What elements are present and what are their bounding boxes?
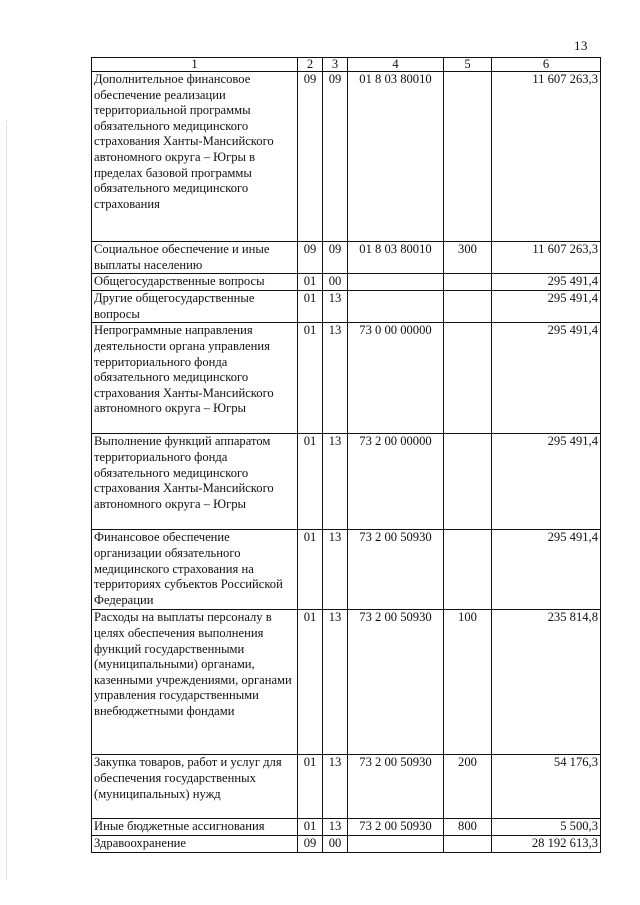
row-section: 09 [298,835,323,852]
table-row [92,72,601,242]
row-subsection: 13 [323,610,348,755]
header-cell-section: 2 [298,58,323,72]
row-subsection: 13 [323,434,348,530]
row-target: 01 8 03 80010 [348,72,444,242]
row-section: 09 [298,72,323,242]
row-name: Расходы на выплаты персоналу в целях обеспечения выполнения функций государственными (муниципальными) органами, казенными учреждениями, органами управления государственными внебюджетными фондами [92,610,298,755]
row-section: 09 [298,242,323,274]
row-type [444,274,492,291]
row-subsection: 13 [323,755,348,819]
row-sum: 11 607 263,3 [492,72,601,242]
header-cell-type: 5 [444,58,492,72]
row-subsection: 09 [323,242,348,274]
row-target: 73 2 00 50930 [348,530,444,610]
row-target [348,291,444,323]
table-row [92,323,601,434]
table-row [92,835,601,852]
row-target [348,835,444,852]
header-cell-name: 1 [92,58,298,72]
row-name: Выполнение функций аппаратом территориального фонда обязательного медицинского страхования Ханты-Мансийского автономного округа – Югры [92,434,298,530]
header-cell-subsection: 3 [323,58,348,72]
row-target: 73 0 00 00000 [348,323,444,434]
row-name: Другие общегосударственные вопросы [92,291,298,323]
row-subsection: 13 [323,530,348,610]
row-subsection: 13 [323,819,348,836]
row-section: 01 [298,434,323,530]
row-name: Непрограммные направления деятельности органа управления территориального фонда обязательного медицинского страхования Ханты-Мансийского автономного округа – Югры [92,323,298,434]
table-row [92,610,601,755]
header-row [92,58,601,72]
row-sum: 11 607 263,3 [492,242,601,274]
row-target: 73 2 00 50930 [348,755,444,819]
row-type [444,72,492,242]
row-sum: 295 491,4 [492,434,601,530]
row-sum: 5 500,3 [492,819,601,836]
page-number: 13 [574,38,588,53]
table-row [92,434,601,530]
row-type: 200 [444,755,492,819]
row-type: 800 [444,819,492,836]
row-target: 73 2 00 50930 [348,819,444,836]
row-name: Финансовое обеспечение организации обязательного медицинского страхования на территориях субъектов Российской Федерации [92,530,298,610]
row-name: Иные бюджетные ассигнования [92,819,298,836]
row-sum: 295 491,4 [492,291,601,323]
row-name: Социальное обеспечение и иные выплаты населению [92,242,298,274]
scan-edge-artifact [6,120,8,880]
row-section: 01 [298,530,323,610]
row-name: Закупка товаров, работ и услуг для обеспечения государственных (муниципальных) нужд [92,755,298,819]
row-section: 01 [298,274,323,291]
row-sum: 28 192 613,3 [492,835,601,852]
row-type [444,530,492,610]
row-type [444,291,492,323]
row-target: 01 8 03 80010 [348,242,444,274]
row-subsection: 13 [323,323,348,434]
row-subsection: 09 [323,72,348,242]
row-name: Здравоохранение [92,835,298,852]
table-row [92,291,601,323]
row-target: 73 2 00 00000 [348,434,444,530]
row-name: Общегосударственные вопросы [92,274,298,291]
row-sum: 295 491,4 [492,274,601,291]
table-row [92,242,601,274]
row-section: 01 [298,819,323,836]
row-type [444,434,492,530]
row-type [444,323,492,434]
row-sum: 54 176,3 [492,755,601,819]
row-target [348,274,444,291]
row-type: 100 [444,610,492,755]
row-subsection: 00 [323,835,348,852]
budget-table [91,57,601,853]
header-cell-sum: 6 [492,58,601,72]
row-section: 01 [298,323,323,434]
table-row [92,819,601,836]
table-row [92,274,601,291]
row-subsection: 13 [323,291,348,323]
row-sum: 295 491,4 [492,323,601,434]
row-name: Дополнительное финансовое обеспечение реализации территориальной программы обязательного медицинского страхования Ханты-Мансийского автономного округа – Югры в пределах базовой программы обязательного медицинского страхования [92,72,298,242]
row-target: 73 2 00 50930 [348,610,444,755]
row-section: 01 [298,755,323,819]
row-type: 300 [444,242,492,274]
row-sum: 295 491,4 [492,530,601,610]
header-cell-target: 4 [348,58,444,72]
table-row [92,530,601,610]
row-section: 01 [298,610,323,755]
row-section: 01 [298,291,323,323]
row-subsection: 00 [323,274,348,291]
table-row [92,755,601,819]
row-sum: 235 814,8 [492,610,601,755]
row-type [444,835,492,852]
